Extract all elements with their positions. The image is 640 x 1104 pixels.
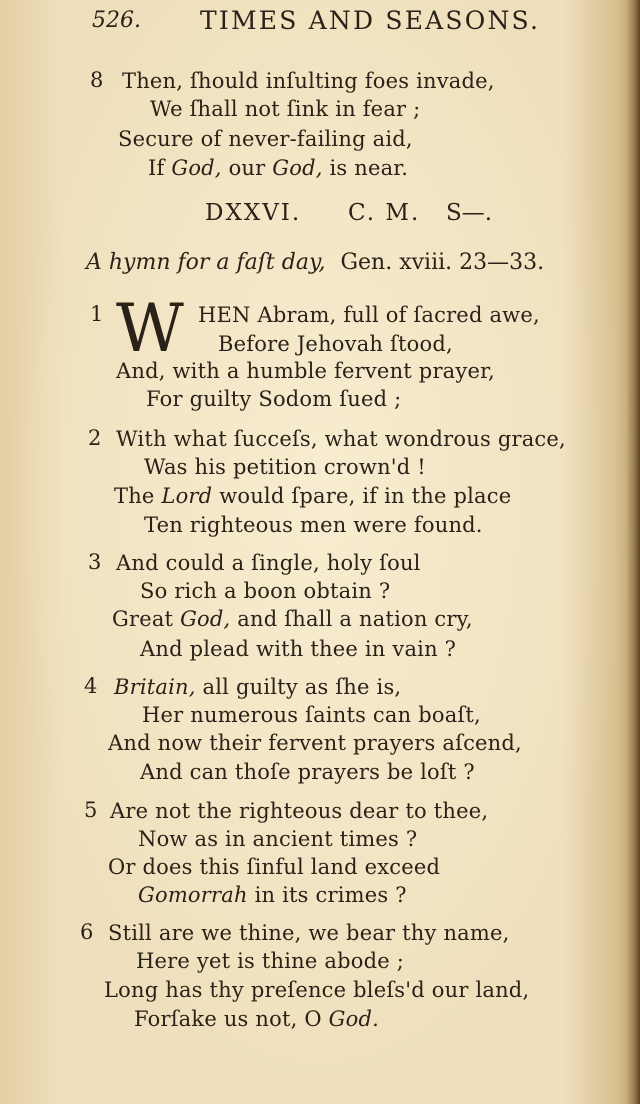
verse-line: And now their fervent prayers aſcend, [108, 731, 522, 755]
verse-line: Still are we thine, we bear thy name, [108, 921, 510, 945]
stanza-number: 8 [90, 68, 104, 92]
verse-line: Britain, all guilty as ſhe is, [114, 675, 402, 699]
page-edge [626, 0, 640, 1104]
hymn-subtitle-title: A hymn for a faſt day, [86, 250, 326, 275]
verse-line: Then, ſhould inſulting foes invade, [122, 69, 495, 93]
stanza-number: 3 [88, 550, 102, 574]
stanza-number: 6 [80, 920, 94, 944]
verse-line: Before Jehovah ſtood, [218, 332, 453, 356]
verse-line: So rich a boon obtain ? [140, 579, 391, 603]
verse-line: And can thoſe prayers be loſt ? [140, 760, 475, 784]
verse-line: We ſhall not ſink in fear ; [150, 97, 421, 121]
verse-line: And, with a humble fervent prayer, [116, 359, 495, 383]
verse-line: If God, our God, is near. [148, 156, 409, 180]
verse-line: Her numerous ſaints can boaſt, [142, 703, 481, 727]
verse-line: Was his petition crown'd ! [144, 455, 426, 479]
verse-line: And could a ſingle, holy ſoul [116, 551, 421, 575]
verse-line: With what ſucceſs, what wondrous grace, [116, 427, 566, 451]
verse-line: And plead with thee in vain ? [140, 637, 457, 661]
hymn-number: DXXVI. [205, 200, 302, 226]
page-number: 526. [92, 8, 141, 33]
stanza-number: 4 [84, 674, 98, 698]
drop-cap: W [116, 290, 182, 367]
stanza-number: 2 [88, 426, 102, 450]
verse-line: HEN Abram, full of ſacred awe, [198, 303, 540, 327]
verse-line: Ten righteous men were found. [144, 513, 483, 537]
verse-line: For guilty Sodom ſued ; [146, 387, 402, 411]
verse-line: Forſake us not, O God. [134, 1007, 379, 1031]
verse-line: Or does this ſinful land exceed [108, 855, 441, 879]
stanza-number: 1 [90, 302, 104, 326]
verse-line: The Lord would ſpare, if in the place [114, 484, 512, 508]
stanza-number: 5 [84, 798, 98, 822]
hymn-subtitle [86, 250, 544, 275]
verse-line: Here yet is thine abode ; [136, 949, 404, 973]
running-title: TIMES AND SEASONS. [200, 6, 541, 35]
scripture-reference: Gen. xviii. 23—33. [340, 250, 545, 275]
verse-line: Now as in ancient times ? [138, 827, 418, 851]
verse-line: Great God, and ſhall a nation cry, [112, 607, 473, 631]
verse-line: Gomorrah in its crimes ? [138, 883, 407, 907]
hymn-meter: C. M. [348, 200, 421, 226]
verse-line: Long has thy preſence bleſs'd our land, [104, 978, 530, 1002]
verse-line: Secure of never-failing aid, [118, 127, 413, 151]
verse-line: Are not the righteous dear to thee, [110, 799, 489, 823]
hymn-tune: S—. [446, 200, 493, 226]
